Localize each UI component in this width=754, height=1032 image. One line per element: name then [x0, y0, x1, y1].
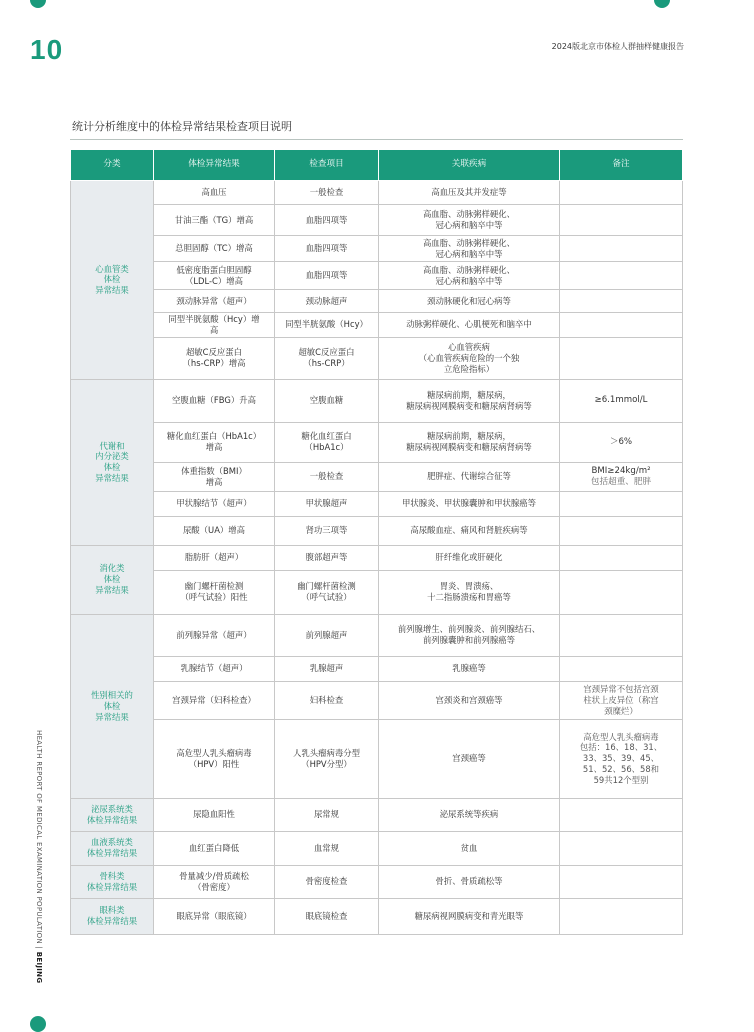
table-header-row — [71, 150, 683, 181]
result-cell: 超敏C反应蛋白 （hs-CRP）增高 — [154, 337, 275, 379]
result-cell: 颈动脉异常（超声） — [154, 290, 275, 313]
note-cell — [560, 313, 683, 338]
note-subtext: 包括超重、肥胖 — [590, 476, 652, 487]
table-row — [71, 262, 683, 290]
table-row — [71, 798, 683, 831]
table-row — [71, 831, 683, 865]
disease-cell: 肥胖症、代谢综合征等 — [379, 462, 560, 491]
note-cell — [560, 898, 683, 934]
header-disease: 关联疾病 — [379, 150, 560, 181]
exam-cell: 妇科检查 — [275, 681, 379, 719]
side-title-separator: | — [35, 946, 43, 950]
result-cell: 血红蛋白降低 — [154, 831, 275, 865]
exam-cell: 甲状腺超声 — [275, 491, 379, 516]
header-exam: 检查项目 — [275, 150, 379, 181]
note-cell — [560, 462, 683, 491]
result-cell: 糖化血红蛋白（HbA1c） 增高 — [154, 422, 275, 462]
note-cell — [560, 379, 683, 422]
side-running-title — [31, 730, 43, 984]
table-row — [71, 656, 683, 681]
bottom-left-dot — [30, 1016, 46, 1032]
result-cell: 尿酸（UA）增高 — [154, 516, 275, 545]
note-cell — [560, 422, 683, 462]
note-cell — [560, 181, 683, 205]
disease-cell: 糖尿病前期，糖尿病， 糖尿病视网膜病变和糖尿病肾病等 — [379, 422, 560, 462]
note-cell — [560, 865, 683, 898]
table-row — [71, 545, 683, 570]
disease-cell: 乳腺癌等 — [379, 656, 560, 681]
table-row — [71, 462, 683, 491]
note-cell — [560, 290, 683, 313]
note-cell — [560, 491, 683, 516]
category-cell: 骨科类 体检异常结果 — [71, 865, 154, 898]
table-row — [71, 379, 683, 422]
exam-cell: 糖化血红蛋白 （HbA1c） — [275, 422, 379, 462]
note-cell — [560, 570, 683, 614]
table-row — [71, 719, 683, 798]
exam-cell: 一般检查 — [275, 181, 379, 205]
exam-items-table — [70, 150, 683, 935]
category-cell: 消化类 体检 异常结果 — [71, 545, 154, 614]
note-cell — [560, 656, 683, 681]
note-text: BMI≥24kg/m² — [591, 465, 651, 476]
table-row — [71, 337, 683, 379]
exam-cell: 超敏C反应蛋白 （hs-CRP） — [275, 337, 379, 379]
disease-cell: 泌尿系统等疾病 — [379, 798, 560, 831]
note-text: 宫颈异常不包括宫颈 柱状上皮异位（称宫 颈糜烂） — [583, 683, 659, 716]
exam-cell: 乳腺超声 — [275, 656, 379, 681]
table-row — [71, 570, 683, 614]
disease-cell: 宫颈癌等 — [379, 719, 560, 798]
table-row — [71, 516, 683, 545]
exam-cell: 幽门螺杆菌检测 （呼气试验） — [275, 570, 379, 614]
result-cell: 高危型人乳头瘤病毒 （HPV）阳性 — [154, 719, 275, 798]
note-text: ＞6% — [609, 436, 633, 447]
table-row — [71, 491, 683, 516]
disease-cell: 高血脂、动脉粥样硬化、 冠心病和脑卒中等 — [379, 236, 560, 262]
disease-cell: 前列腺增生、前列腺炎、前列腺结石、 前列腺囊肿和前列腺癌等 — [379, 614, 560, 656]
section-title: 统计分析维度中的体检异常结果检查项目说明 — [72, 120, 292, 133]
header-result: 体检异常结果 — [154, 150, 275, 181]
exam-cell: 空腹血糖 — [275, 379, 379, 422]
table-row — [71, 614, 683, 656]
table-row — [71, 898, 683, 934]
result-cell: 前列腺异常（超声） — [154, 614, 275, 656]
result-cell: 眼底异常（眼底镜） — [154, 898, 275, 934]
disease-cell: 高血脂、动脉粥样硬化、 冠心病和脑卒中等 — [379, 205, 560, 236]
top-left-dot — [30, 0, 46, 8]
result-cell: 空腹血糖（FBG）升高 — [154, 379, 275, 422]
category-cell: 眼科类 体检异常结果 — [71, 898, 154, 934]
note-cell — [560, 545, 683, 570]
exam-cell: 肾功三项等 — [275, 516, 379, 545]
result-cell: 高血压 — [154, 181, 275, 205]
disease-cell: 贫血 — [379, 831, 560, 865]
header-category: 分类 — [71, 150, 154, 181]
exam-cell: 人乳头瘤病毒分型 （HPV分型） — [275, 719, 379, 798]
note-cell — [560, 205, 683, 236]
note-cell — [560, 831, 683, 865]
result-cell: 幽门螺杆菌检测 （呼气试验）阳性 — [154, 570, 275, 614]
exam-cell: 尿常规 — [275, 798, 379, 831]
exam-cell: 前列腺超声 — [275, 614, 379, 656]
result-cell: 甲状腺结节（超声） — [154, 491, 275, 516]
header-note: 备注 — [560, 150, 683, 181]
side-title-city: BEIJING — [35, 951, 43, 984]
exam-cell: 血脂四项等 — [275, 262, 379, 290]
exam-cell: 一般检查 — [275, 462, 379, 491]
disease-cell: 糖尿病视网膜病变和青光眼等 — [379, 898, 560, 934]
result-cell: 低密度脂蛋白胆固醇 （LDL-C）增高 — [154, 262, 275, 290]
category-cell: 性别相关的 体检 异常结果 — [71, 614, 154, 798]
exam-cell: 血脂四项等 — [275, 205, 379, 236]
page-number: 10 — [30, 34, 64, 65]
table-row — [71, 681, 683, 719]
disease-cell: 骨折、骨质疏松等 — [379, 865, 560, 898]
exam-cell: 血脂四项等 — [275, 236, 379, 262]
disease-cell: 甲状腺炎、甲状腺囊肿和甲状腺癌等 — [379, 491, 560, 516]
result-cell: 总胆固醇（TC）增高 — [154, 236, 275, 262]
table-row — [71, 290, 683, 313]
result-cell: 乳腺结节（超声） — [154, 656, 275, 681]
result-cell: 尿隐血阳性 — [154, 798, 275, 831]
note-cell — [560, 798, 683, 831]
disease-cell: 颈动脉硬化和冠心病等 — [379, 290, 560, 313]
disease-cell: 糖尿病前期，糖尿病， 糖尿病视网膜病变和糖尿病肾病等 — [379, 379, 560, 422]
note-text: 高危型人乳头瘤病毒 包括：16、18、31、 33、35、39、45、 51、52、56、58和 59共12个型别 — [579, 731, 663, 786]
disease-cell: 高血脂、动脉粥样硬化、 冠心病和脑卒中等 — [379, 262, 560, 290]
exam-cell: 同型半胱氨酸（Hcy） — [275, 313, 379, 338]
disease-cell: 高尿酸血症、痛风和肾脏疾病等 — [379, 516, 560, 545]
note-cell — [560, 516, 683, 545]
disease-cell: 宫颈炎和宫颈癌等 — [379, 681, 560, 719]
category-cell: 代谢和 内分泌类 体检 异常结果 — [71, 379, 154, 545]
side-title-main: HEALTH REPORT OF MEDICAL EXAMINATION POPULATION — [35, 730, 43, 944]
report-header: 2024版北京市体检人群抽样健康报告 — [551, 42, 684, 51]
note-cell — [560, 262, 683, 290]
result-cell: 脂肪肝（超声） — [154, 545, 275, 570]
exam-cell: 骨密度检查 — [275, 865, 379, 898]
result-cell: 体重指数（BMI） 增高 — [154, 462, 275, 491]
note-cell — [560, 719, 683, 798]
table-body — [71, 181, 683, 935]
disease-cell: 胃炎、胃溃疡、 十二指肠溃疡和胃癌等 — [379, 570, 560, 614]
note-cell — [560, 614, 683, 656]
exam-cell: 腹部超声等 — [275, 545, 379, 570]
table-row — [71, 236, 683, 262]
note-cell — [560, 681, 683, 719]
exam-cell: 颈动脉超声 — [275, 290, 379, 313]
table-row — [71, 313, 683, 338]
disease-cell: 高血压及其并发症等 — [379, 181, 560, 205]
note-text: ≥6.1mmol/L — [594, 395, 648, 406]
top-right-dot — [654, 0, 670, 8]
result-cell: 甘油三酯（TG）增高 — [154, 205, 275, 236]
table-row — [71, 205, 683, 236]
table-row — [71, 181, 683, 205]
category-cell: 泌尿系统类 体检异常结果 — [71, 798, 154, 831]
exam-cell: 血常规 — [275, 831, 379, 865]
note-cell — [560, 337, 683, 379]
category-cell: 血液系统类 体检异常结果 — [71, 831, 154, 865]
exam-cell: 眼底镜检查 — [275, 898, 379, 934]
title-divider — [70, 139, 683, 140]
disease-cell: 心血管疾病 （心血管疾病危险的一个独 立危险指标） — [379, 337, 560, 379]
disease-cell: 肝纤维化或肝硬化 — [379, 545, 560, 570]
table-row — [71, 422, 683, 462]
category-cell: 心血管类 体检 异常结果 — [71, 181, 154, 380]
result-cell: 骨量减少/骨质疏松 （骨密度） — [154, 865, 275, 898]
disease-cell: 动脉粥样硬化、心肌梗死和脑卒中 — [379, 313, 560, 338]
table-row — [71, 865, 683, 898]
result-cell: 同型半胱氨酸（Hcy）增 高 — [154, 313, 275, 338]
note-cell — [560, 236, 683, 262]
result-cell: 宫颈异常（妇科检查） — [154, 681, 275, 719]
